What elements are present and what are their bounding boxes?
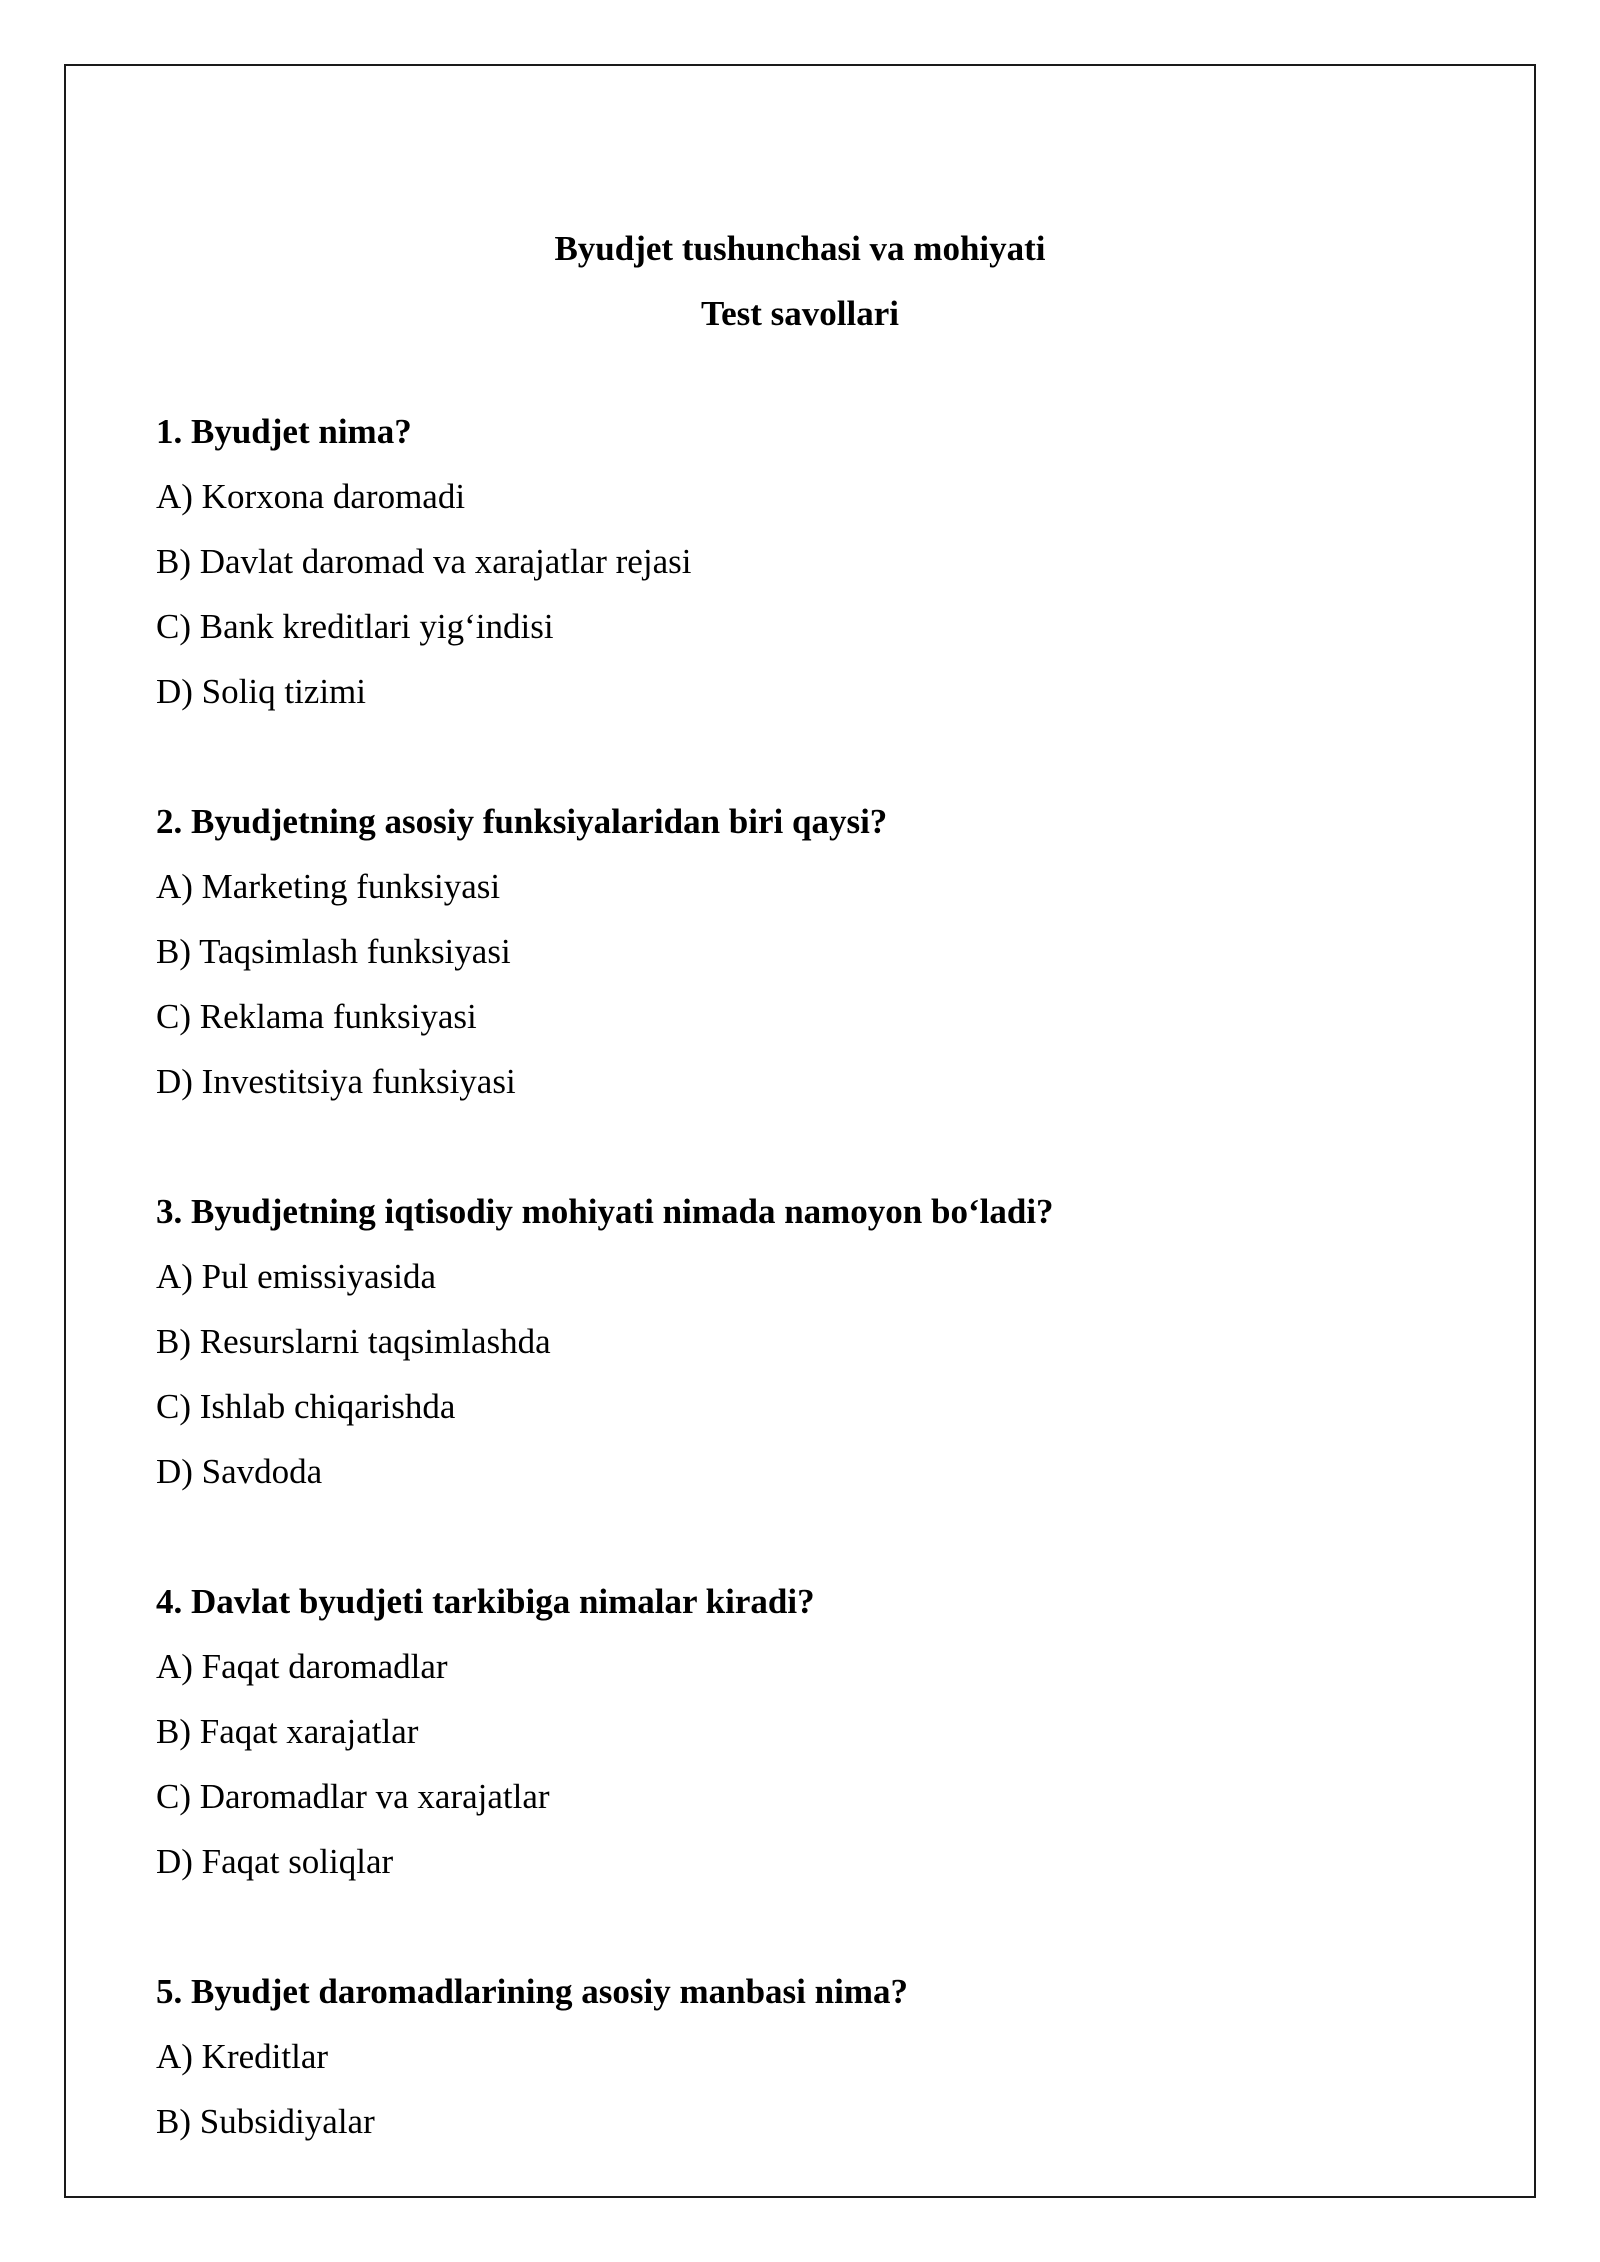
question-1 — [156, 399, 1444, 724]
document-header — [66, 216, 1534, 346]
option-c: C) Bank kreditlari yig‘indisi — [156, 607, 554, 646]
option-a: A) Kreditlar — [156, 2037, 329, 2076]
question-text: 5. Byudjet daromadlarining asosiy manbasi nima? — [156, 1972, 908, 2011]
option-a: A) Marketing funksiyasi — [156, 867, 501, 906]
question-text: 4. Davlat byudjeti tarkibiga nimalar kiradi? — [156, 1582, 815, 1621]
option-b: B) Davlat daromad va xarajatlar rejasi — [156, 542, 692, 581]
option-d: D) Faqat soliqlar — [156, 1842, 394, 1881]
document-subtitle: Test savollari — [700, 294, 900, 333]
document-title: Byudjet tushunchasi va mohiyati — [554, 229, 1046, 268]
option-a: A) Korxona daromadi — [156, 477, 466, 516]
option-c: C) Ishlab chiqarishda — [156, 1387, 456, 1426]
page-border — [64, 64, 1536, 2198]
option-d: D) Savdoda — [156, 1452, 323, 1491]
option-c: C) Reklama funksiyasi — [156, 997, 477, 1036]
option-b: B) Faqat xarajatlar — [156, 1712, 419, 1751]
question-3 — [156, 1179, 1444, 1504]
option-b: B) Taqsimlash funksiyasi — [156, 932, 511, 971]
option-a: A) Faqat daromadlar — [156, 1647, 448, 1686]
option-d: D) Soliq tizimi — [156, 672, 366, 711]
question-5 — [156, 1959, 1444, 2154]
option-c: C) Daromadlar va xarajatlar — [156, 1777, 550, 1816]
question-text: 1. Byudjet nima? — [156, 412, 412, 451]
option-b: B) Subsidiyalar — [156, 2102, 375, 2141]
option-b: B) Resurslarni taqsimlashda — [156, 1322, 551, 1361]
question-4 — [156, 1569, 1444, 1894]
option-a: A) Pul emissiyasida — [156, 1257, 436, 1296]
question-text: 3. Byudjetning iqtisodiy mohiyati nimada namoyon bo‘ladi? — [156, 1192, 1054, 1231]
question-list — [156, 399, 1444, 2219]
question-text: 2. Byudjetning asosiy funksiyalaridan biri qaysi? — [156, 802, 888, 841]
question-2 — [156, 789, 1444, 1114]
option-d: D) Investitsiya funksiyasi — [156, 1062, 516, 1101]
